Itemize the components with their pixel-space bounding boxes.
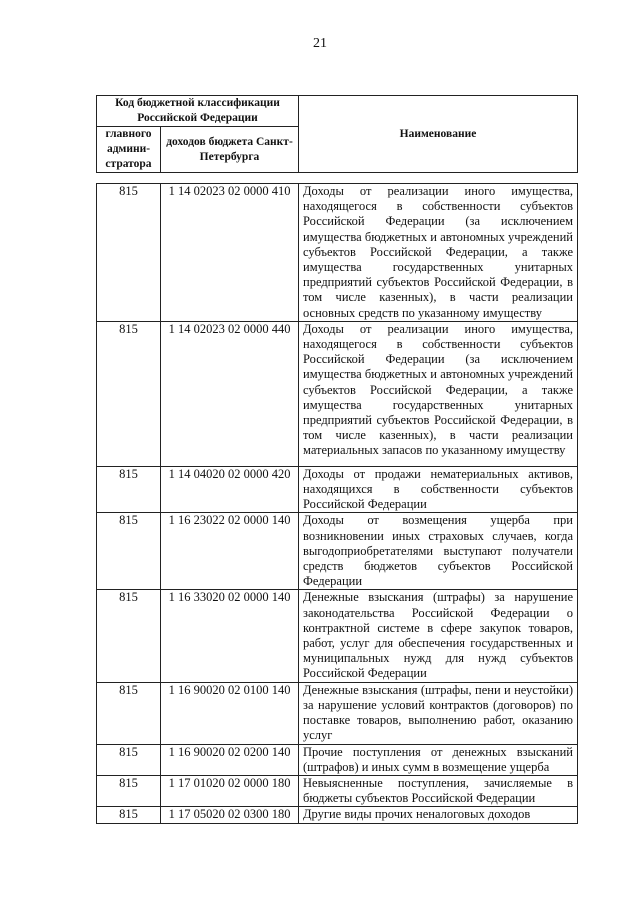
admin-code-cell: 815: [97, 184, 161, 322]
admin-code-cell: 815: [97, 513, 161, 590]
income-code-cell: 1 14 02023 02 0000 440: [161, 321, 299, 466]
income-code-cell: 1 17 01020 02 0000 180: [161, 776, 299, 807]
description-cell: Денежные взыскания (штрафы, пени и неустойки) за нарушение условий контрактов (договоров) по поставке товаров, выполнению работ, оказанию услуг: [299, 682, 578, 744]
admin-column-header: главного админи-стратора: [97, 127, 161, 173]
description-cell: Прочие поступления от денежных взысканий (штрафов) и иных сумм в возмещение ущерба: [299, 744, 578, 775]
admin-code-cell: 815: [97, 321, 161, 466]
description-cell: Доходы от реализации иного имущества, находящегося в собственности субъектов Российской Федерации (за исключением имущества бюджетных и автономных учреждений субъектов Российской Федерации, а также имущества государственных унитарных предприятий субъектов Российской Федерации, в том числе казенных), в части реализации основных средств по указанному имуществу: [299, 184, 578, 322]
income-code-cell: 1 16 90020 02 0100 140: [161, 682, 299, 744]
table-row: [97, 513, 578, 590]
page-number: 21: [313, 36, 327, 51]
classification-header: Код бюджетной классификации Российской Федерации: [97, 96, 299, 127]
income-code-cell: 1 14 02023 02 0000 410: [161, 184, 299, 322]
description-cell: Доходы от реализации иного имущества, находящегося в собственности субъектов Российской Федерации (за исключением имущества бюджетных и автономных учреждений субъектов Российской Федерации, а также имущества государственных унитарных предприятий субъектов Российской Федерации, в том числе казенных), в части реализации материальных запасов по указанному имуществу: [299, 321, 578, 466]
table-row: [97, 321, 578, 466]
income-code-cell: 1 16 23022 02 0000 140: [161, 513, 299, 590]
admin-code-cell: 815: [97, 807, 161, 823]
description-cell: Другие виды прочих неналоговых доходов: [299, 807, 578, 823]
income-code-cell: 1 14 04020 02 0000 420: [161, 466, 299, 513]
income-code-cell: 1 16 33020 02 0000 140: [161, 590, 299, 682]
description-cell: Доходы от возмещения ущерба при возникновении иных страховых случаев, когда выгодоприобретателями выступают получатели средств бюджетов субъектов Российской Федерации: [299, 513, 578, 590]
admin-code-cell: 815: [97, 590, 161, 682]
description-cell: Невыясненные поступления, зачисляемые в бюджеты субъектов Российской Федерации: [299, 776, 578, 807]
table-row: [97, 466, 578, 513]
income-code-cell: 1 17 05020 02 0300 180: [161, 807, 299, 823]
admin-code-cell: 815: [97, 744, 161, 775]
budget-codes-table: [96, 183, 578, 824]
admin-code-cell: 815: [97, 466, 161, 513]
admin-code-cell: 815: [97, 776, 161, 807]
table-header: [96, 95, 578, 173]
table-row: [97, 744, 578, 775]
table-row: [97, 590, 578, 682]
income-column-header: доходов бюджета Санкт-Петербурга: [161, 127, 299, 173]
name-column-header: Наименование: [299, 96, 578, 173]
income-code-cell: 1 16 90020 02 0200 140: [161, 744, 299, 775]
table-row: [97, 682, 578, 744]
description-cell: Доходы от продажи нематериальных активов, находящихся в собственности субъектов Российской Федерации: [299, 466, 578, 513]
table-row: [97, 184, 578, 322]
admin-code-cell: 815: [97, 682, 161, 744]
table-row: [97, 807, 578, 823]
table-row: [97, 776, 578, 807]
description-cell: Денежные взыскания (штрафы) за нарушение законодательства Российской Федерации о контрактной системе в сфере закупок товаров, работ, услуг для обеспечения государственных и муниципальных нужд для нужд субъектов Российской Федерации: [299, 590, 578, 682]
